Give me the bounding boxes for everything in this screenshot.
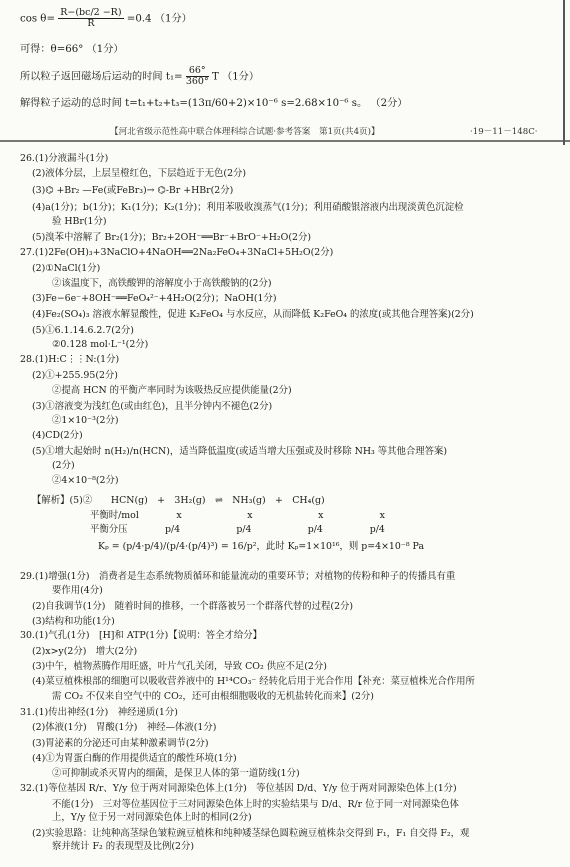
answer-line: ②0.128 mol·L⁻¹(2分) [52, 339, 149, 350]
cos-denominator: R [87, 18, 95, 29]
answer-line: 【解析】(5)② HCN(g) + 3H₂(g) ⇌ NH₃(g) + CH₄(g) [32, 495, 325, 506]
cos-equation [20, 8, 192, 29]
answer-line: Kₚ = (p/4·p/4)/(p/4·(p/4)³) = 16/p²，此时 Kₚ=1×10¹⁶，则 p=4×10⁻⁸ Pa [98, 541, 425, 552]
answer-line: (2)液体分层，上层呈橙红色，下层趋近于无色(2分) [32, 168, 247, 179]
answer-line: 上，Y/y 位于另一对同源染色体上时的相同(2分) [52, 812, 252, 823]
answer-line: 要作用(4分) [52, 585, 103, 596]
answer-line: 察并统计 F₂ 的表现型及比例(2分) [52, 841, 195, 852]
t1-prefix: 所以粒子返回磁场后运动的时间 t₁= [20, 71, 183, 83]
answer-line: ②可抑制或杀灭胃内的细菌，是保卫人体的第一道防线(1分) [52, 768, 300, 779]
total-time: 解得粒子运动的总时间 t=t₁+t₂+t₃=(13π/60+2)×10⁻⁶ s=2.68×10⁻⁶ s。 （2分） [20, 98, 408, 109]
answer-line: 验 HBr(1分) [52, 216, 107, 227]
answer-line: (3)中午，植物蒸腾作用旺盛，叶片气孔关闭，导致 CO₂ 供应不足(2分) [32, 661, 327, 672]
footer-code: ·19－11－148C· [470, 127, 538, 137]
answer-line: (2)自我调节(1分) 随着时间的推移，一个群落被另一个群落代替的过程(2分) [32, 601, 354, 612]
answer-line: (3)胃泌素的分泌还可由某种激素调节(2分) [32, 738, 209, 749]
answer-line: 31.(1)传出神经(1分) 神经递质(1分) [20, 707, 178, 718]
page-footer [110, 125, 570, 137]
answer-line: 32.(1)等位基因 R/r、Y/y 位于两对同源染色体上(1分) 等位基因 D/d、Y/y 位于两对同源染色体上(1分) [20, 783, 457, 794]
t1-equation [20, 66, 259, 87]
answer-line: 平衡分压 p/4 p/4 p/4 p/4 [90, 524, 385, 535]
answer-line: 平衡时/mol x x x x [90, 510, 385, 521]
footer-title: 【河北省级示范性高中联合体理科综合试题·参考答案 第1页(共4页)】 [110, 127, 380, 137]
cos-numerator: R−(bc/2 −R) [60, 7, 122, 18]
page-edge [563, 0, 565, 145]
answer-line: ②提高 HCN 的平衡产率同时为该吸热反应提供能量(2分) [52, 385, 292, 396]
answer-line: 27.(1)2Fe(OH)₃+3NaClO+4NaOH══2Na₂FeO₄+3NaCl+5H₂O(2分) [20, 247, 334, 258]
answer-line: (3)结构和功能(1分) [32, 616, 115, 627]
answer-line: (4)a(1分)；b(1分)；K₁(1分)；K₂(1分)；利用苯吸收溴蒸气(1分)；利用硝酸银溶液内出现淡黄色沉淀检 [32, 202, 464, 213]
answer-line: ②1×10⁻³(2分) [52, 415, 119, 426]
answer-line: 28.(1)H:C⋮⋮N:(1分) [20, 354, 120, 365]
answer-line: ②4×10⁻⁸(2分) [52, 475, 119, 486]
t1-suffix: T （1分） [211, 71, 260, 83]
answer-line: (5)①6.1.14.6.2.7(2分) [32, 325, 134, 336]
formula-block [20, 4, 560, 116]
answer-line: (2)x>y(2分) 增大(2分) [32, 646, 138, 657]
answer-line: (2)体液(1分) 胃酸(1分) 神经—体液(1分) [32, 722, 217, 733]
t1-denominator: 360° [185, 76, 209, 87]
answer-line: ②该温度下，高铁酸钾的溶解度小于高铁酸钠的(2分) [52, 278, 272, 289]
answer-line: (5)①增大起始时 n(H₂)/n(HCN)，适当降低温度(或适当增大压强或及时移除 NH₃ 等其他合理答案) [32, 446, 448, 457]
answer-line: (2)①+255.95(2分) [32, 370, 118, 381]
answer-line: (3)⌬ +Br₂ —Fe(或FeBr₃)→ ⌬-Br +HBr(2分) [32, 185, 234, 196]
t1-fraction [186, 66, 209, 87]
answer-line: (4)菜豆植株根部的细胞可以吸收营养液中的 H¹⁴CO₃⁻ 经转化后用于光合作用【补充：菜豆植株光合作用所 [32, 676, 475, 687]
cos-value: =0.4 （1分） [126, 13, 192, 25]
answer-line: (3)Fe−6e⁻+8OH⁻══FeO₄²⁻+4H₂O(2分)；NaOH(1分) [32, 293, 277, 304]
answer-line: 需 CO₂ 不仅来自空气中的 CO₂，还可由根细胞吸收的无机盐转化而来】(2分) [52, 691, 374, 702]
cos-fraction [58, 8, 123, 29]
answer-line: (2分) [52, 460, 75, 471]
answer-line: 30.(1)气孔(1分) [H]和 ATP(1分)【说明：答全才给分】 [20, 630, 263, 641]
answer-line: 26.(1)分液漏斗(1分) [20, 153, 109, 164]
answer-line: (2)①NaCl(1分) [32, 263, 101, 274]
theta-result: 可得：θ=66° （1分） [20, 44, 124, 55]
cos-label: cos θ= [20, 13, 55, 25]
answer-line: (5)溴苯中溶解了 Br₂(1分)；Br₂+2OH⁻══Br⁻+BrO⁻+H₂O(2分) [32, 232, 312, 243]
answer-line: 不能(1分) 三对等位基因位于三对同源染色体上时的实验结果与 D/d、R/r 位于同一对同源染色体 [52, 799, 459, 810]
answer-line: (3)①溶液变为浅红色(或由红色)，且半分钟内不褪色(2分) [32, 401, 273, 412]
t1-numerator: 66° [186, 66, 209, 77]
answer-line: 29.(1)增强(1分) 消费者是生态系统物质循环和能量流动的重要环节；对植物的传粉和种子的传播具有重 [20, 571, 456, 582]
answer-line: (4)CD(2分) [32, 430, 83, 441]
answer-line: (4)Fe₂(SO₄)₃ 溶液水解显酸性，促进 K₂FeO₄ 与水反应，从而降低 K₂FeO₄ 的浓度(或其他合理答案)(2分) [32, 309, 474, 320]
page-divider [0, 140, 570, 142]
answer-line: (2)实验思路：让纯种高茎绿色皱粒豌豆植株和纯种矮茎绿色圆粒豌豆植株杂交得到 F₁，F₁ 自交得 F₂，观 [32, 828, 470, 839]
answer-line: (4)①为胃蛋白酶的作用提供适宜的酸性环境(1分) [32, 753, 237, 764]
